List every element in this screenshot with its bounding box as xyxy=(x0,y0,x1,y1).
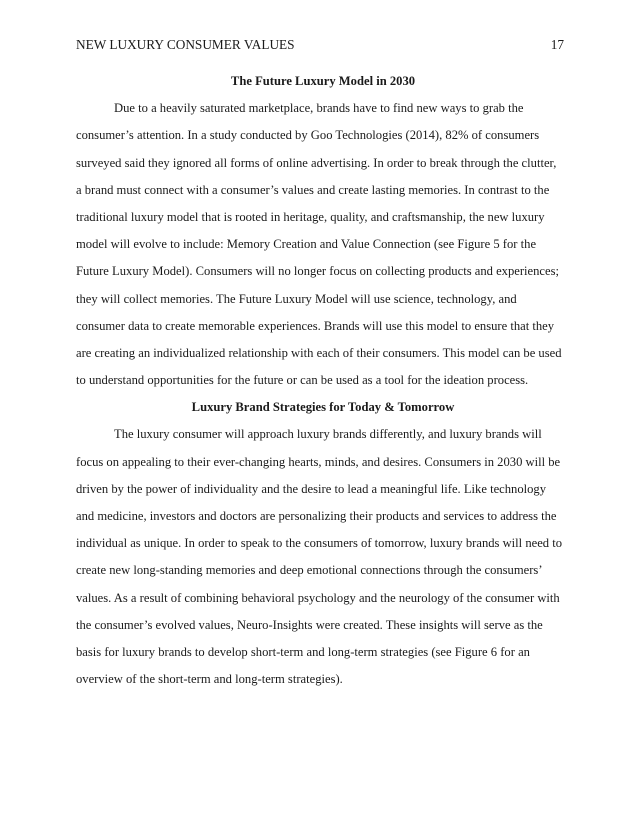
body-text xyxy=(76,68,570,693)
paragraph-line: values. As a result of combining behavioral psychology and the neurology of the consumer with xyxy=(76,590,560,605)
paragraph-line: Future Luxury Model). Consumers will no longer focus on collecting products and experiences; xyxy=(76,264,560,279)
paragraph-line: and medicine, investors and doctors are personalizing their products and services to address the xyxy=(76,509,557,523)
paragraph-line: traditional luxury model that is rooted in heritage, quality, and craftsmanship, the new luxury xyxy=(76,209,545,224)
page-number: 17 xyxy=(550,37,564,52)
paragraph-line: surveyed said they ignored all forms of online advertising. In order to break through the clutter, xyxy=(76,155,557,170)
paragraph-line: The luxury consumer will approach luxury brands differently, and luxury brands will xyxy=(114,427,542,442)
paragraph-line: Due to a heavily saturated marketplace, brands have to find new ways to grab the xyxy=(114,101,524,116)
paragraph-line: a brand must connect with a consumer’s values and create lasting memories. In contrast to the xyxy=(76,182,550,197)
paragraph-line: focus on appealing to their ever-changing hearts, minds, and desires. Consumers in 2030 will be xyxy=(76,454,561,469)
paragraph-line: consumer data to create memorable experiences. Brands will use this model to ensure that they xyxy=(76,318,555,333)
paragraph-line: overview of the short-term and long-term strategies). xyxy=(76,672,343,687)
section-heading: Luxury Brand Strategies for Today & Tomorrow xyxy=(191,400,455,415)
section-luxury-brand-strategies xyxy=(76,394,570,693)
paragraph-line: model will evolve to include: Memory Creation and Value Connection (see Figure 5 for the xyxy=(76,237,537,252)
section-future-luxury-model xyxy=(76,68,570,394)
paragraph-line: basis for luxury brands to develop short-term and long-term strategies (see Figure 6 for an xyxy=(76,644,530,659)
paragraph-line: they will collect memories. The Future Luxury Model will use science, technology, and xyxy=(76,291,517,306)
section-heading: The Future Luxury Model in 2030 xyxy=(230,74,416,88)
paragraph-line: to understand opportunities for the future or can be used as a tool for the ideation process. xyxy=(76,373,529,388)
paragraph-line: create new long-standing memories and deep emotional connections through the consumers’ xyxy=(76,563,543,578)
paragraph-line: driven by the power of individuality and the desire to lead a meaningful life. Like technology xyxy=(76,481,547,496)
page-header xyxy=(76,36,564,54)
paragraph-line: the consumer’s evolved values, Neuro-Insights were created. These insights will serve as the xyxy=(76,617,543,632)
paragraph-line: individual as unique. In order to speak to the consumers of tomorrow, luxury brands will need to xyxy=(76,536,563,551)
running-head: NEW LUXURY CONSUMER VALUES xyxy=(76,37,295,52)
paragraph-line: are creating an individualized relationship with each of their consumers. This model can be used xyxy=(76,345,562,360)
paragraph-line: consumer’s attention. In a study conducted by Goo Technologies (2014), 82% of consumers xyxy=(76,128,540,143)
